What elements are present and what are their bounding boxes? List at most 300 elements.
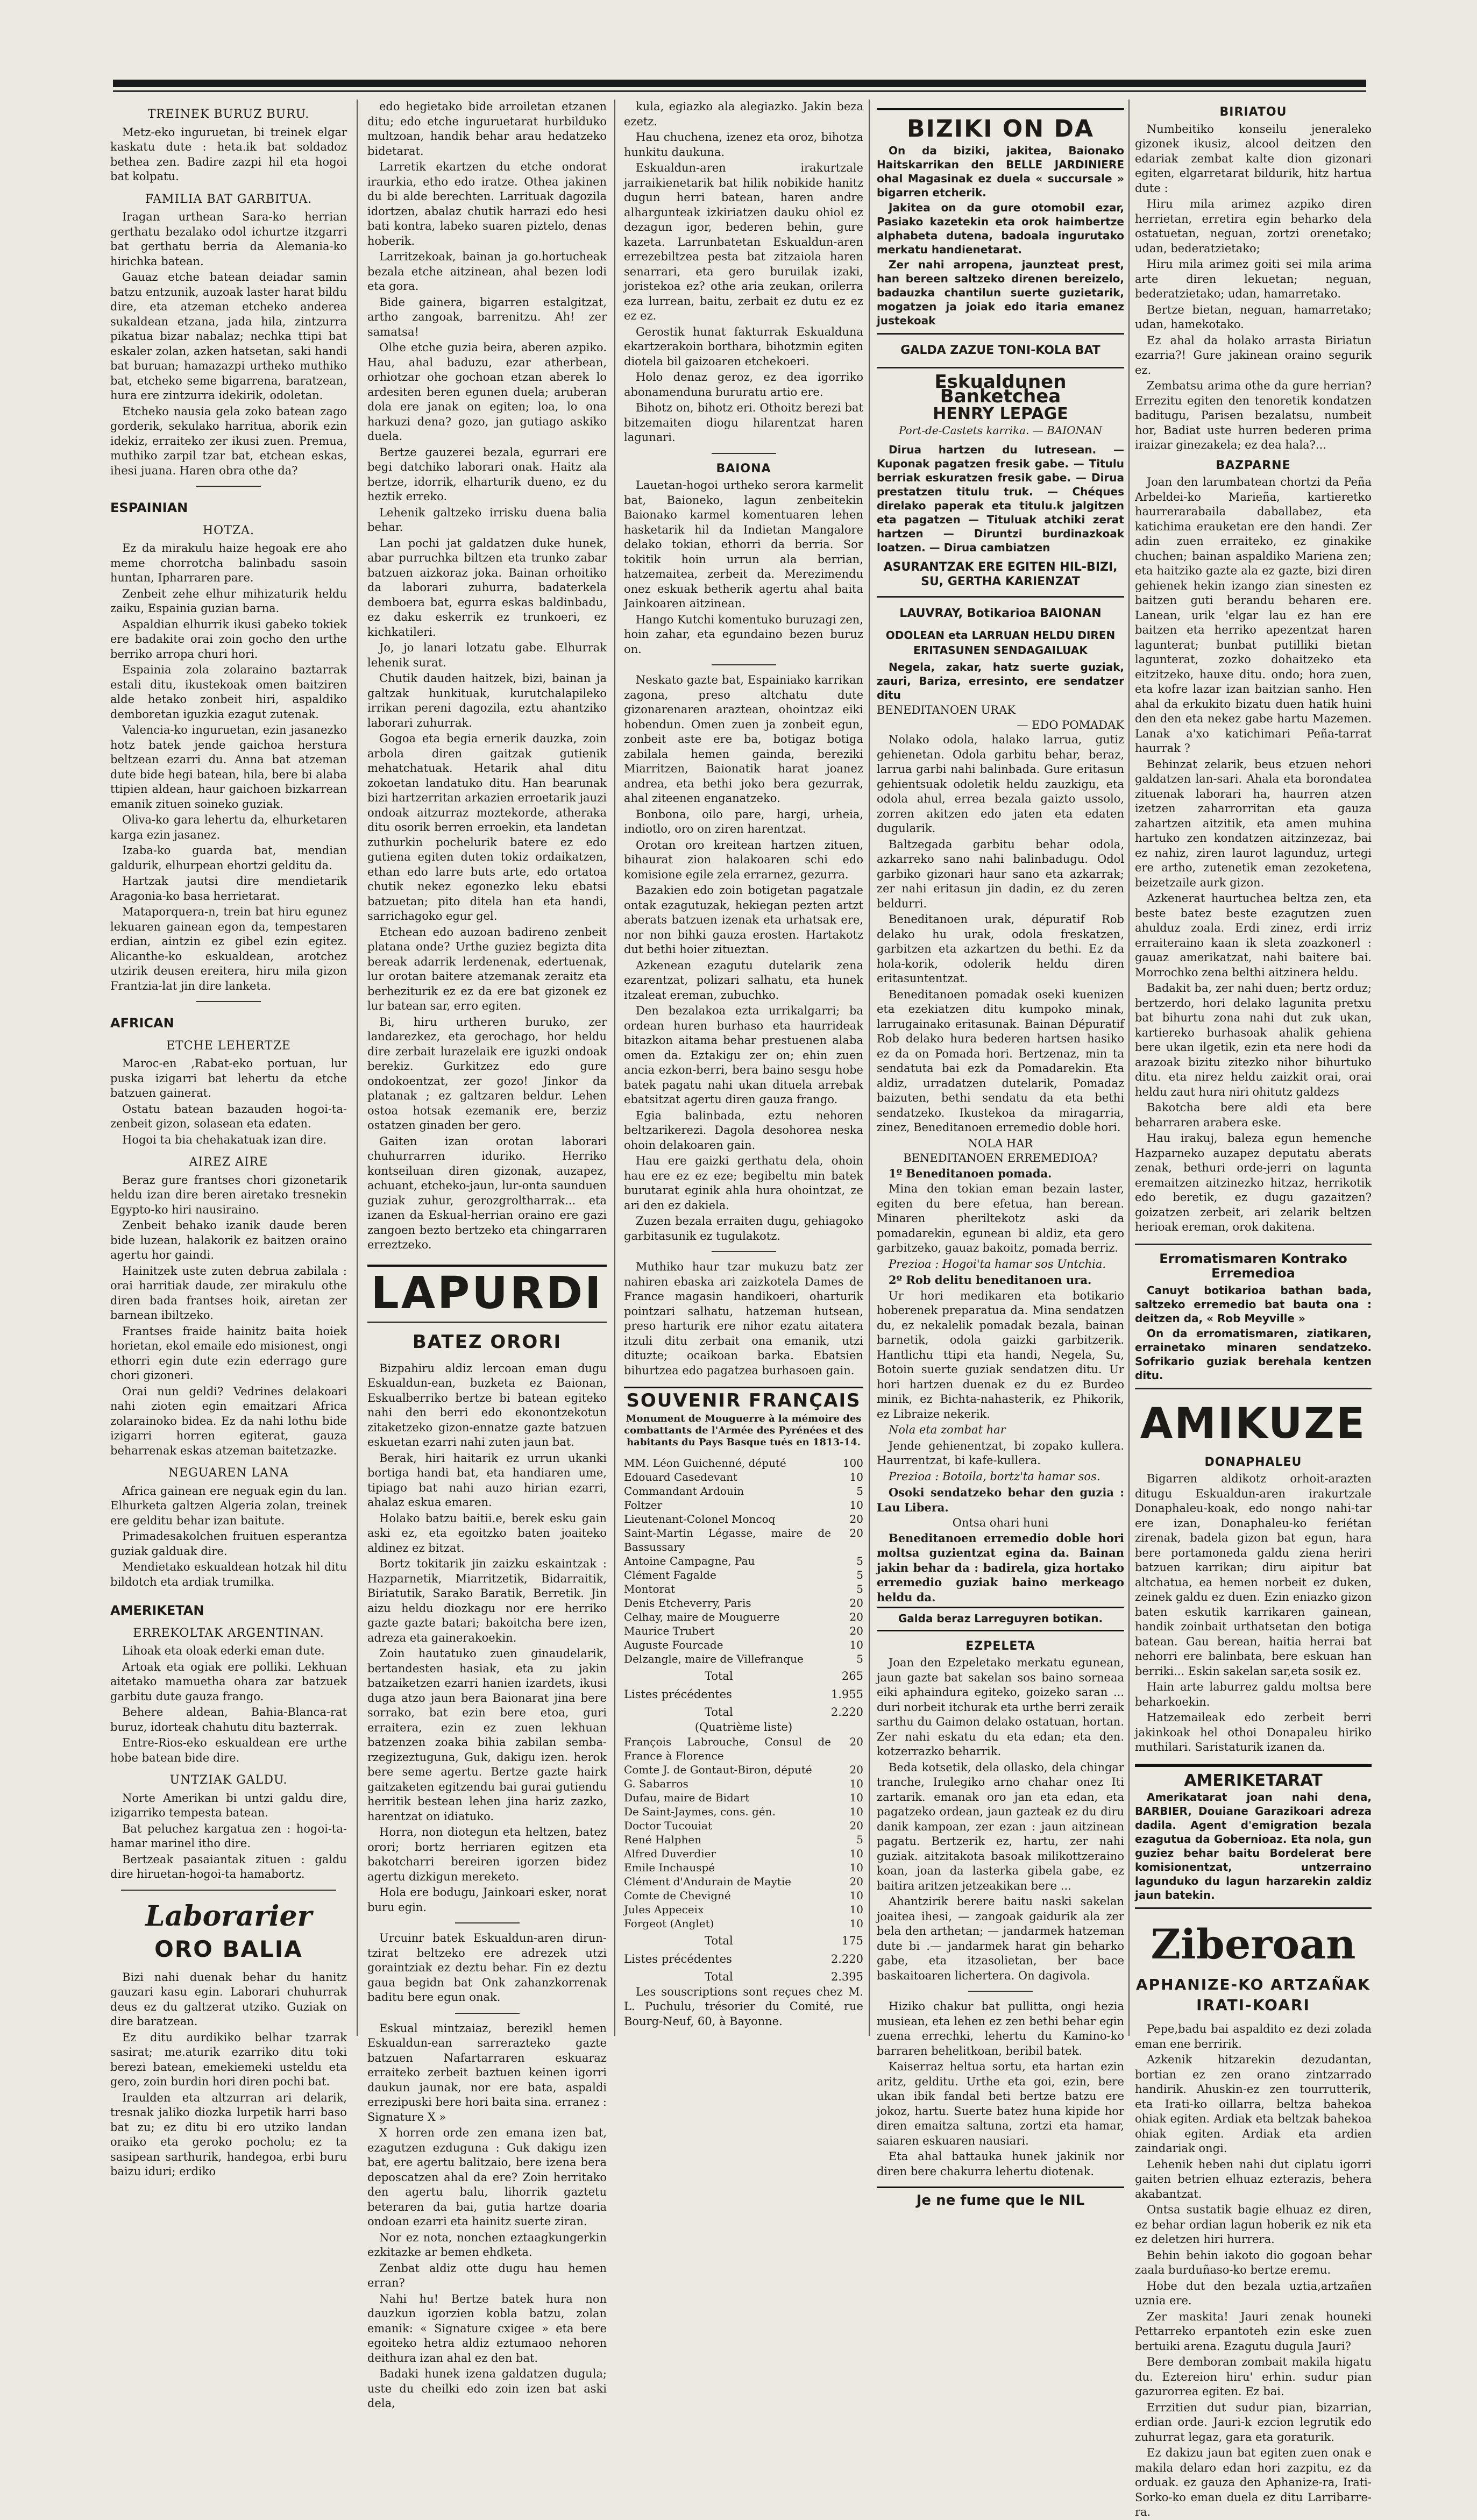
paragraph: Espainia zola zolaraino baztarrak estali ditu, ikustekoak omen baitziren alde hetako zonbeit hiri, aspaldiko demboretan iguzkia ezagut zutenak. (110, 663, 347, 721)
paragraph: Hiru mila arimez goiti sei mila arima arte diren lekuetan; neguan, bederatzietako; udan, hamarretako. (1135, 258, 1372, 300)
column-divider (1128, 100, 1130, 2036)
paragraph: Beraz gure frantses chori gizonetarik heldu izan dire beren airetako tresnekin Egypto-ko hiri nausiraino. (110, 1173, 347, 1216)
heading-airez-aire: AIREZ AIRE (189, 1155, 268, 1169)
total-value: 265 (841, 1670, 863, 1683)
paragraph: Zer maskita! Jauri zenak houneki Pettarreko erpantoteh ezin eske zuen bertuiki arena. Ezagutu dugula Jauri? (1135, 2310, 1372, 2353)
paragraph: Africa gainean ere neguak egin du lan. Elhurketa galtzen Algeria zolan, treinek ere gelditu behar izan baitute. (110, 1484, 347, 1527)
paragraph: Hobe dut den bezala uztia,artzañen uznia ere. (1135, 2279, 1372, 2307)
subscriber-name: Jules Appeceix (624, 1903, 704, 1916)
paragraph: 2º Rob delitu beneditanoen ura. (889, 1273, 1092, 1287)
paragraph: Etchean edo auzoan badireno zenbeit platana onde? Urthe guziez begizta dita bereak adarrik lerdenenak, edertuenak, lur orotan baitere atzemanak zeraitz eta berheziturik ez ez da ere bat gizonek ez lur batean sar, erro egiten. (367, 925, 607, 1012)
subscription-row (624, 1735, 863, 1763)
paragraph: Ontsa sustatik bagie elhuaz ez diren, ez behar ordian lagun hoberik ez nik eta ez deletzen hiri hurrera. (1135, 2203, 1372, 2246)
separator (121, 1890, 336, 1891)
batez-orori-title: BATEZ ORORI (412, 1331, 562, 1353)
paragraph: Ahantzirik berere baitu naski sakelan joaitea ihesi, — zangoak gaidurik ala zer bela den arthetan; — jandarmek hatzeman dute bi .— jandarmek harat gin beharko gabe, eta itzasolietan, ber bace baskaitoaren lichertera. On dagivola. (877, 1895, 1124, 1982)
paragraph: On da biziki, jakitea, Baionako Haitskarrikan den BELLE JARDINIERE ohal Magasinak ez duela « succursale » bigarren etcherik. (877, 144, 1124, 199)
subscriber-name: Comte J. de Gontaut-Biron, député (624, 1763, 812, 1776)
paragraph: Bide gainera, bigarren estalgitzat, artho zangoak, barrenitzu. Ah! zer samatsa! (367, 295, 607, 338)
subscription-row (624, 1861, 863, 1875)
ontsa-ohari: Ontsa ohari huni (952, 1516, 1049, 1529)
total-row (624, 1970, 863, 1985)
paragraph: Hango Kutchi komentuko buruzagi zen, hoin zahar, eta egundaino bezen buruz on. (624, 613, 863, 656)
paragraph: Errzitien dut sudur pian, bizarrian, erdian orde. Jauri-k ezcion legrutik edo zuhurrat legaz, gara eta goraturik. (1135, 2401, 1372, 2444)
separator (712, 664, 776, 665)
paragraph: Mataporquera-n, trein bat hiru egunez lekuaren gainean egon da, tempestaren erdian, aintzin ez gibel ezin egitez. Alicanthe-ko eskualdean, arotchez utzirik deusen ereitera, hiru mila gizon Frantzia-lat jin dire lanketa. (110, 905, 347, 992)
listes-value: 2.220 (830, 1952, 863, 1965)
paragraph: Kaiserraz heltua sortu, eta hartan ezin aritz, gelditu. Urthe eta goi, ezin, bere ukan ibik fandal beti bertze batzu ere jokoz, hartu. Suerte batez huna kipide hor diren emaitza saltuna, zortzi eta hamar, saiaren eskuaren nausiari. (877, 2060, 1124, 2147)
paragraph: Bertze gauzerei bezala, egurrari ere begi datchiko laborari onak. Haitz ala bertze, idorrik, elharturik dueno, ez du heztik erreko. (367, 445, 607, 503)
section-espainian: ESPAINIAN (110, 500, 188, 515)
paragraph: Joan den Ezpeletako merkatu egunean, jaun gazte bat sakelan sos baino sorneaa eiki aphaindura egiteko, goizeko saran ... duri norbeit itchurak eta urthe berri zeraik sarthu du Gaimon delako ostatuan, hortan. Zer nahi eskatu du eta edan; eta den. kotzerrazko beharrik. (877, 1656, 1124, 1758)
subscription-row (624, 1875, 863, 1889)
nil-ad: Je ne fume que le NIL (877, 2187, 1124, 2209)
subscription-row (624, 1456, 863, 1470)
paragraph: Hain arte laburrez galdu moltsa bere beharkoekin. (1135, 1680, 1372, 1708)
paragraph: Lehenik heben nahi dut ciplatu igorri gaiten betrien elhuaz ezterazis, behera akabantzat. (1135, 2157, 1372, 2200)
paragraph: Beneditanoen pomadak oseki kuenizen eta ezekiatzen ditu kumpoko minak, larrugainako eritasunak. Bainan Dépuratif Rob delako hura bederen hartsen hasiko ez da on Pomada hori. Bertzenaz, min ta sendatuta bai ezk da Pomadarekin. Eta aldiz, urradatzen dutelarik, Pomadaz baizuten, bethi sendatu da eta bethi sendatzeko. Ikustekoa da miragarria, zinez, Beneditanoen erremedio doble hori. (877, 988, 1124, 1134)
subscription-amount: 10 (849, 1471, 863, 1483)
paragraph: Frantses fraide hainitz baita hoiek horietan, ekol emaile edo misionest, ongi ethorri egin dute ezin ederrago gure chori gizoneri. (110, 1324, 347, 1382)
paragraph: Ez ahal da holako arrasta Biriatun ezarria?! Gure jakinean oraino segurik ez. (1135, 333, 1372, 377)
paragraph: Urcuinr batek Eskualdun-aren dirun-tzirat beltzeko ere adrezek utzi goraintziak ez deztu behar. Fin ez deztu gaua begidn bat Onk zahanzkorrenak baditu bere egun onak. (367, 1932, 607, 2004)
subscription-amount: 20 (849, 1763, 863, 1776)
paragraph: Lan pochi jat galdatzen duke hunek, abar purruchka biltzen eta trunko zabar batzuen aizkoraz joka. Bainan orhoitiko da laborari zuhurra, badaterkela demboera bat, egurra eskas baldinbadu, ez daku eskerrik ez trunkoeri, ez kichkatileri. (367, 536, 607, 638)
listes-row (624, 1687, 863, 1702)
heading-errekoltak: ERREKOLTAK ARGENTINAN. (133, 1626, 324, 1640)
paragraph: Egia balinbada, eztu nehoren beltzarikerezi. Dagola desohorea neska ohoin delakoaren gain. (624, 1109, 863, 1152)
paragraph: Bonbona, oilo pare, hargi, urheia, indiotlo, oro on ziren harentzat. (624, 807, 863, 835)
paragraph: Aspaldian elhurrik ikusi gabeko tokiek ere badakite orai zoin gocho den urthe berriko arropa churi hori. (110, 617, 347, 661)
subscription-amount: 100 (842, 1457, 863, 1470)
total-value: 2.220 (830, 1706, 863, 1719)
erremedioa-title: BENEDITANOEN ERREMEDIOA? (903, 1152, 1098, 1165)
total-value: 175 (841, 1934, 863, 1947)
paragraph: Baltzegada garbitu behar odola, azkarreko sano nahi balinbadugu. Odol garbiko gizonari haur sano eta azkarrak; zer nahi eritasun jin dadin, ez du zeren beldurri. (877, 837, 1124, 910)
subscription-amount: 20 (849, 1596, 863, 1609)
subscription-amount: 10 (849, 1861, 863, 1874)
paragraph: Azkenik hitzarekin dezudantan, bortian ez zen orano zintzarrado handirik. Ahuskin-ez zen tourrutterik, eta Irati-ko oillarra, beltza bahekoa ohiak egiten. Ardiak eta beltzak bahekoa ohiak egiten. Ardiak eta ardien zaindariak ongi. (1135, 2053, 1372, 2155)
paragraph: Bere demboran zombait makila higatu du. Eztereion hiru' erhin. sudur pian gazurorrea egiten. Ez bai. (1135, 2355, 1372, 2398)
subscription-row (624, 1819, 863, 1833)
subscription-amount: 20 (849, 1624, 863, 1637)
subscription-amount: 20 (849, 1819, 863, 1832)
subscriber-name: Comte de Chevigné (624, 1889, 731, 1902)
column-divider (357, 100, 358, 2036)
paragraph: Behinzat zelarik, beus etzuen nehori galdatzen lan-sari. Ahala eta borondatea zituenak laborari ha, haurren atzen izetzen zaharrorritan eta gauza zahartzen aitzitik, eta amen muhina hartuko zen kondatzen aitzinzezaz, bai ez nahiz, ziren laurot lagunduz, urtegi ere artho, zutenetik eman zezoketena, beizetzaile aurk gizon. (1135, 757, 1372, 889)
odolean-title: ODOLEAN eta LARRUAN HELDU DIREN ERITASUNEN SENDAGAILUAK (885, 629, 1116, 657)
paragraph: Amerikatarat joan nahi dena, BARBIER, Douiane Garazikoari adreza dadila. Agent d'emigration bezala ezagutua da Gobernioaz. Eta nola, gun guziez behar baitu Bordelerat bere komisionentzat, untzerraino lagunduko du lagun harzarekin zaldiz jaun batekin. (1135, 1791, 1372, 1901)
subscription-row (624, 1512, 863, 1526)
separator (455, 1922, 520, 1923)
subscription-amount: 10 (849, 1903, 863, 1916)
paragraph: Oliva-ko gara lehertu da, elhurketaren karga ezin jasanez. (110, 813, 347, 841)
subscription-row (624, 1903, 863, 1916)
paragraph: Dirua hartzen du lutresean. — Kuponak pagatzen fresik gabe. — Titulu berriak eskuratzen fresik gabe. — Dirua prestatzen titulu truk. — Chéques direlako paperak eta titulu.k jalgitzen eta pagatzen — Tituluak atchiki zerat hartzen — Diruntzi burdinazkoak loatzen. — Dirua cambiatzen (877, 443, 1124, 554)
paragraph: Muthiko haur tzar mukuzu batz zer nahiren ebaska ari zaizkotela Dames de France magasin handikoeri, oharturik pointzari salhatu, hatzeman hutsean, preso harturik ere nihor ezatu aitatera itzuli ditu zerbait ona emanik, utzi dituzte; ocaikoan barka. Ebatsien bihurtzea edo pagatzea burhasoen gain. (624, 1260, 863, 1377)
paragraph: Chutik dauden haitzek, bizi, bainan ja galtzak hunkituak, kurutchalapileko irrikan pereni dagozila, eztu ahantziko laborari zuhurrak. (367, 672, 607, 729)
paragraph: Ez dakizu jaun bat egiten zuen onak e makila delaro edan hori zazpitu, ez da orduak. ez gauza den Aphanize-ra, Irati-Sorko-ko eman duela ez ditu Larribarre-ra. (1135, 2446, 1372, 2518)
paragraph: X horren orde zen emana izen bat, ezagutzen ezduguna : Guk dakigu izen bat, ere agertu balitzaio, bere izena bera deposcatzen ahal da ere? Zoin herritako den agertu balu, lihorrik gaztetu beteraren da bai, gutia hartze doaria ondoan ezarri eta hainitz suerte ziran. (367, 2126, 607, 2228)
erromatismaren-ad (1135, 1244, 1372, 1389)
paragraph: Beneditanoen urak, dépuratif Rob delako hu urak, odola freskatzen, garbitzen eta azkartzen du bethi. Ez da hola-korik, odolerik heldu diren eritasuntentzat. (877, 913, 1124, 985)
subscription-row (624, 1652, 863, 1666)
paragraph: Beneditanoen erremedio doble hori moltsa guzientzat egina da. Bainan jakin behar da : badirela, giza hortako erremedio guziak baino merkeago heldu da. (877, 1531, 1124, 1604)
paragraph: Berak, hiri haitarik ez urrun ukanki bortiga handi bat, eta handiaren ume, tipiago bat nahi auzo hirian ezarri, ahalaz eskua emaren. (367, 1451, 607, 1509)
paragraph: Prezioa : Hogoi'ta hamar sos Untchia. (889, 1257, 1106, 1270)
paragraph: Bazakien edo zoin botigetan pagatzale ontak ezagutuzak, hekiegan pezten artzt aberats batzuen izenak eta urhatsak ere, nor non bihki gauza erosten. Hartakotz dut bethi hoier zitueztan. (624, 884, 863, 956)
subscription-row (624, 1624, 863, 1638)
heading-untziak: UNTZIAK GALDU. (169, 1773, 288, 1787)
column-divider (614, 100, 615, 2036)
paragraph: Ez ditu aurdikiko belhar tzarrak sasirat; me.aturik ezarriko ditu toki berezi batean, emekiemeki usteldu eta gero, zoin burdin hori diren pochi bat. (110, 2031, 347, 2088)
nola-har: NOLA HAR (968, 1137, 1033, 1150)
paragraph: Bertzeak pasaiantak zituen : galdu dire hiruetan-hogoi-ta hamabortz. (110, 1852, 347, 1880)
subscription-amount: 10 (849, 1917, 863, 1930)
subscriber-name: Forgeot (Anglet) (624, 1917, 714, 1930)
paragraph: Jo, jo lanari lotzatu gabe. Elhurrak lehenik surat. (367, 641, 607, 669)
paragraph: Nolako odola, halako larrua, gutiz gehienetan. Odola garbitu behar, beraz, larrua garbi nahi balinbada. Gure eritasun gehientsuak odoletik heldu zauzkigu, eta odola ahul, errea bezala gaizto ussolo, zorren akitzen edo jaten eta edaten dugularik. (877, 733, 1124, 835)
listes-row (624, 1952, 863, 1967)
subscription-amount: 10 (849, 1638, 863, 1651)
heading-etche-lehertze: ETCHE LEHERTZE (166, 1039, 291, 1053)
beneditanoen-urak: BENEDITANOEN URAK (877, 704, 1016, 716)
paragraph: Larritzekoak, bainan ja go.hortucheak bezala etche aitzinean, ahal bezen lodi eta gora. (367, 250, 607, 293)
subscriber-name: Celhay, maire de Mouguerre (624, 1610, 780, 1623)
paragraph: Ur hori medikaren eta botikario hoberenek preparatua da. Mina sendatzen du, ez nekalelik pomadak bezala, bainan barnetik, odola gaizki garbitzerik. Hantlichu ttipi eta handi, Negela, Su, Botoin suerte guziak sendatzen ditu. Ur hori hartzen duenak ez du ez Burdeo minik, ez Bichta-nahasterik, ez Phikorik, ez Libraize nekerik. (877, 1289, 1124, 1421)
paragraph: Bigarren aldikotz orhoit-arazten ditugu Eskualdun-aren irakurtzale Donaphaleu-koak, edo nongo nahi-tar ere izan, Donaphaleu-ko feriétan zirenak, badela gizon bat egun, hara bere portamoneda galdu ziena heriri batzuen karrikan; diru aipitur bat altchatua, ea hemen norbeit ez duken, zeinek galdu ez duen. Ezin eniazko gizon baten eskutik karrikaren gainean, handik zoinbait urthatsetan den botiga batean. Gau berean, haitia herrai bat nehorri ere balinbata, bere eskuan han berriki... Eskin sakelan sar,eta sosik ez. (1135, 1472, 1372, 1678)
paragraph: Holo denaz geroz, ez dea igorriko abonamenduna bururatu artio ere. (624, 371, 863, 399)
total-value: 2.395 (830, 1970, 863, 1983)
subscriber-name: De Saint-Jaymes, cons. gén. (624, 1805, 776, 1818)
lepage-address: Port-de-Castets karrika. — BAIONAN (898, 424, 1103, 437)
quatrieme-liste: (Quatrième liste) (694, 1720, 793, 1734)
paragraph: Pepe,badu bai aspaldito ez dezi zolada eman ene berririk. (1135, 2022, 1372, 2050)
subscription-amount: 10 (849, 1791, 863, 1804)
paragraph: Behere aldean, Bahia-Blanca-rat buruz, idorteak chahutu ditu bazterrak. (110, 1706, 347, 1734)
paragraph: Numbeitiko konseilu jeneraleko gizonek ikusiz, alcool deitzen den edariak zembat kalte dion gizonari egiten, elgarretarat bildurik, hitz hartua dute : (1135, 122, 1372, 195)
paragraph: Mina den tokian eman bezain laster, egiten du bere efetua, han berean. Minaren pheriltekotz aski da pomadarekin, egunean bi aldiz, eta gero garbitzeko, gauaz bakoitz, pomada berriz. (877, 1182, 1124, 1254)
paragraph: Bi, hiru urtheren buruko, zer landarezkez, eta gerochago, hor heldu dire zerbait lurazelaik ere iguzki ondoak berekiz. Gurkitzez edo gure ondokoentzat, zer gozo! Jinkor da platanak ; ez galtzaren beldur. Lehen ostoa hotsak ezemanik ere, berziz ostatzen ginaden ber gero. (367, 1015, 607, 1132)
paragraph: Etcheko nausia gela zoko batean zago gorderik, sekulako harritua, aborik ezin idekiz, erraiteko zer ikusi zuen. Premua, muthiko zarpil tzar bat, etchean eskas, ihesi juana. Haren obra othe da? (110, 404, 347, 477)
aphanize-title: APHANIZE-KO ARTZAÑAK IRATI-KOARI (1135, 1976, 1371, 2014)
subscription-row (624, 1526, 863, 1554)
souvenir-francais-title: SOUVENIR FRANÇAIS (626, 1390, 861, 1411)
paragraph: Azkenerat haurtuchea beltza zen, eta beste batez beste ezagutzen zuen ahulduz zoala. Erdi zinez, erdi irriz erraiteraino kaan ik sleta zoazkonerl : gauaz amerikatzat, nahi baitere bai. Morrochko zena belthi aitzinera heldu. (1135, 892, 1372, 979)
total-row (624, 1705, 863, 1720)
subscription-amount: 5 (856, 1485, 863, 1497)
subscription-row (624, 1889, 863, 1903)
column-5 (1135, 100, 1372, 2518)
banketchea-ad (877, 367, 1124, 598)
section-african: AFRICAN (110, 1016, 174, 1031)
lapurdi-title: LAPURDI (371, 1267, 603, 1319)
section-ameriketan: AMERIKETAN (110, 1603, 204, 1618)
paragraph: Olhe etche guzia beira, aberen azpiko. Hau, ahal baduzu, ezar atherbean, orhiotzar ohe gochoan etzan aberek lo ardesiten beren egunen duela; aruberan dola ere janak on egiten; loa, lo ona harkuzi dena? gozo, jan gutiago askiko duela. (367, 341, 607, 443)
paragraph: Bertze bietan, neguan, hamarretako; udan, hamekotako. (1135, 303, 1372, 331)
ameriketarat-ad (1135, 1764, 1372, 1909)
separator (712, 453, 776, 454)
paragraph: Holako batzu baitii.e, berek esku gain aski ez, eta egoitzko baten joaiteko aldinez ez bitzat. (367, 1511, 607, 1554)
subscription-amount: 10 (849, 1805, 863, 1818)
subscription-row (624, 1554, 863, 1568)
paragraph: Osoki sendatzeko behar den guzia : Lau Libera. (877, 1486, 1124, 1514)
biziki-title: BIZIKI ON DA (906, 115, 1095, 143)
heading-ezpeleta: EZPELETA (965, 1639, 1035, 1653)
paragraph: Orai nun geldi? Vedrines delakoari nahi zioten egin emaitzari Africa zolarainoko bidea. Ez da nahi lothu bide izigarri horren egiterat, gauza beharrenak eskas atzeman baitetzazke. (110, 1385, 347, 1457)
heading-familia: FAMILIA BAT GARBITUA. (145, 192, 313, 206)
paragraph: Lehenik galtzeko irrisku duena balia behar. (367, 506, 607, 534)
top-rule-thin (113, 90, 1366, 92)
paragraph: Eskual mintzaiaz, berezikl hemen Eskualdun-ean sarrerazteko gazte batzuen Nafartarraren eskuaraz erraiteko zerbeit baztuen keinen igorri daukun jaunak, nor ere bata, aspaldi errezipuski bere hori baita sina. erranez : Signature X » (367, 2021, 607, 2124)
separator (196, 1001, 261, 1002)
paragraph: Zer nahi arropena, jaunzteat prest, han bereen saltzeko direnen bereizelo, badauzka chantilun suerte guzietarik, mogatzen ja joiak edo itaria emanez justekoak (877, 258, 1124, 327)
lepage-name: HENRY LEPAGE (933, 404, 1068, 423)
paragraph: Artoak eta ogiak ere polliki. Lekhuan aitetako mamuetha ohara zar batzuek garbitu dute gauza frango. (110, 1660, 347, 1703)
paragraph: Nahi hu! Bertze batek hura non dauzkun igorzien kobla batzu, zolan emanik: « Signature cxigee » eta bere egoiteko hetra aldiz eztumaoo nehoren deithura izan ahal ez den bat. (367, 2292, 607, 2365)
paragraph: Jakitea on da gure otomobil ezar, Pasiako kazetekin eta orok haimbertze alphabeta dutena, badoala ingurutako merkatu handienetarat. (877, 201, 1124, 256)
subscription-list-1 (624, 1456, 863, 1666)
galda-larreguyren: Galda beraz Larreguyren botikan. (877, 1607, 1124, 1631)
subscriber-name: René Halphen (624, 1833, 702, 1846)
paragraph: Hola ere bodugu, Jainkoari esker, norat buru egin. (367, 1886, 607, 1914)
subscription-amount: 10 (849, 1777, 863, 1790)
paragraph: Hau ere gaizki gerthatu dela, ohoin hau ere ez ez eze; begibeltu min batek burutarat eginik ahla hura ohointzat, ze ari den ez dakiela. (624, 1154, 863, 1212)
column-2 (367, 100, 607, 2410)
subscriber-name: Clément d'Andurain de Maytie (624, 1875, 792, 1888)
total-label: Total (705, 1706, 733, 1719)
paragraph: Hartzak jautsi dire mendietarik Aragonia-ko basa herrietarat. (110, 875, 347, 903)
subscriber-name: Delzangle, maire de Villefranque (624, 1652, 804, 1665)
paragraph: Ez da mirakulu haize hegoak ere aho meme chorrotcha balinbadu sasoin huntan, Ipharraren pare. (110, 542, 347, 584)
oro-balia-title: ORO BALIA (154, 1935, 303, 1962)
paragraph: Orotan oro kreitean hartzen zituen, bihaurat zion halakoaren schi edo komisione egile zela errarnez, gezurra. (624, 838, 863, 881)
paragraph: Zoin hautatuko zuen ginaudelarik, bertandesten hasiak, eta zu jakin batzaiketzen ezarri hanien izardets, ikusi duga atzo jaun bera Baionarat jina bere sorrako, bat ezin bere etoa, guri erraitera, ezin ez zuen lekhuan batzenzen zoaka bihia zabilan semba-rzegizeztuguna, Guk, dakigu izen. herok bere seme agertu. Bertze gazte hairk gaitzaketen egitzendu bai gurai gutiendu herritik bestean lehen jina hariz zazko, harentzat on idiatuko. (367, 1647, 607, 1823)
paragraph: Hogoi ta bia chehakatuak izan dire. (122, 1133, 327, 1146)
paragraph: Eskualdun-aren irakurtzale jarraikienetarik bat hilik nobikide hanitz dugun herri batean, haren andre alhargunteak izkiriatzen dauku ohiol ez dezagun igor, bederen behin, gure kazeta. Larrunbatetan Eskualdun-aren errezebiltzea pesta bat zitzaiola haren senarrari, eta gero buruilak izaki, joristekoa ez? othe aria zeukan, orilerra eza lurrean, baitu, zerbait ez dutu ez ez ez ez. (624, 161, 863, 322)
paragraph: Bakotcha bere aldi eta bere beharraren arabera eske. (1135, 1101, 1372, 1129)
paragraph: 1º Beneditanoen pomada. (889, 1166, 1052, 1180)
listes-value: 1.955 (830, 1687, 863, 1701)
total-label: Total (705, 1970, 733, 1983)
separator (968, 1991, 1033, 1992)
paragraph: Iraulden eta altzurran ari delarik, tresnak jaliko diozka lurpetik harri baso bat zu; ez ditu bi ero utziko landan oraiko eta geroko pocholu; ez ta sasipean sarthurik, handegoa, erbi buru baizu iduri; erdiko (110, 2091, 347, 2178)
paragraph: Gauaz etche batean deiadar samin batzu entzunik, auzoak laster harat bildu dire, eta atzeman etcheko anderea sukaldean etzana, jada hila, zintzurra pikatua bizar nabalaz; nechka ttipi bat eskaler zolan, azken hatsetan, saki handi bat buruan; hamazazpi urtheko muthiko bat, etcheko seme bigarrena, baratzean, hura ere zintzurra idekirik, odoletan. (110, 271, 347, 402)
paragraph: Bortz tokitarik jin zaizku eskaintzak : Hazparnetik, Miarritzetik, Bidarraitik, Biriatutik, Sarako Baratik, Berretik. Jin aizu heldu diozkagu nor ere herriko gazte gazte batari; bakoitcha bere izen, adreza eta gainerakoekin. (367, 1557, 607, 1644)
laborarier-title: Laborarier (145, 1899, 313, 1933)
subscriber-name: Commandant Ardouin (624, 1485, 744, 1497)
subscriber-name: Doctor Tucouiat (624, 1819, 712, 1832)
lauvray-title: LAUVRAY, Botikarioa BAIONAN (899, 606, 1102, 620)
subscriber-name: Alfred Duverdier (624, 1847, 716, 1860)
souvenir-footer: Les souscriptions sont reçues chez M. L. Puchulu, trésorier du Comité, rue Bourg-Neuf, 60, à Bayonne. (624, 1985, 863, 2028)
paragraph: Behin behin iakoto dio gogoan behar zaala burduñaso-ko bertze eremu. (1135, 2248, 1372, 2276)
ameriketarat-title: AMERIKETARAT (1184, 1771, 1323, 1790)
subscription-row (624, 1777, 863, 1791)
separator (196, 486, 261, 487)
subscription-row (624, 1610, 863, 1624)
paragraph: Hiru mila arimez azpiko diren herrietan, erretira egin beharko dela ostatuetan, neguan, zortzi orenetako; udan, bederatzietako; (1135, 197, 1372, 255)
subscription-list-2 (624, 1735, 863, 1930)
paragraph: Hatzemaileak edo zerbeit berri jakinkoak hel othoi Donapaleu hiriko muthilari. Saristaturik izanen da. (1135, 1711, 1372, 1754)
paragraph: On da erromatismaren, ziatikaren, errainetako minaren sendatzeko. Sofrikario guziak berehala kentzen ditu. (1135, 1326, 1372, 1382)
subscription-row (624, 1638, 863, 1652)
paragraph: Larretik ekartzen du etche ondorat iraurkia, etho edo iratze. Othea jakinen du bi alde berechten. Larrituak dagozila idortzen, abalaz chutik harrazi edo hesi bati kontra, labeko suaren piztelo, denas hoberik. (367, 160, 607, 247)
subscriber-name: François Labrouche, Consul de France à Florence (624, 1735, 831, 1762)
paragraph: Lihoak eta oloak ederki eman dute. (122, 1644, 325, 1657)
subscription-row (624, 1596, 863, 1610)
paragraph: Eta ahal battauka hunek jakinik nor diren bere chakurra lehertu diotenak. (877, 2150, 1124, 2178)
paragraph: kula, egiazko ala alegiazko. Jakin beza ezetz. (624, 100, 863, 128)
paragraph: Ostatu batean bazauden hogoi-ta-zenbeit gizon, solasean eta edaten. (110, 1102, 347, 1130)
total-label: Total (705, 1934, 733, 1947)
subscription-amount: 10 (849, 1847, 863, 1860)
paragraph: Bihotz on, bihotz eri. Othoitz berezi bat bitzemaiten diogu hilarentzat haren lagunari. (624, 401, 863, 444)
paragraph: Zembatsu arima othe da gure herrian? Errezitu egiten den tenoretik kondatzen baditugu, Parisen bezalatsu, numbeit hor, Badiat uste hurren bederen prima iraizar ginezakela; ez dea hala?... (1135, 379, 1372, 451)
paragraph: Entre-Rios-eko eskualdean ere urthe hobe batean bide dire. (110, 1736, 347, 1764)
paragraph: Lauetan-hogoi urtheko serora karmelit bat, Baioneko, lagun zenbeitekin Baionako karmel komentuaren lehen hasketarik hil da Indietan Mangalore delako tokian, ethorri da berria. Sor tokitik hoin urrun ala berrian, hatzemaitea, zerbeit da. Merezimendu onez eskuak betherik agertu ahal baita Jainkoaren aitzinean. (624, 479, 863, 610)
paragraph: Hiziko chakur bat pullitta, ongi hezia musiean, eta lehen ez zen bethi behar egin zuena errechki, lehertu du Kamino-ko barraren behelitkoan, beribil batek. (877, 2000, 1124, 2057)
paragraph: Mendietako eskualdean hotzak hil ditu bildotch eta ardiak trumilka. (110, 1560, 347, 1588)
subscriber-name: Lieutenant-Colonel Moncoq (624, 1513, 776, 1525)
erromatismaren-title: Erromatismaren Kontrako Erremedioa (1159, 1251, 1347, 1281)
paragraph: Gerostik hunat fakturrak Eskualduna ekartzerakoin borthara, bihotzmin egiten diotela bil gaizoaren etchekoeri. (624, 325, 863, 368)
paragraph: Badakit ba, zer nahi duen; bertz orduz; bertzerdo, hori delako lagunita pretxu bat bihurtu zona nahi dut zuk ukan, kartiereko burhasoak ahalik gehiena bere ukan ilgetik, ezin eta nere hodi da arazoak bizitu zitezko nihor bihurtuko ditu. eta nirez heldu zaizkit orai, orai heldu zaut hura niri ohitutz galdezs (1135, 982, 1372, 1098)
heading-baiona: BAIONA (716, 462, 771, 475)
subscriber-name: MM. Léon Guichenné, député (624, 1457, 786, 1470)
subscription-amount: 20 (849, 1513, 863, 1525)
subscription-row (624, 1847, 863, 1861)
column-divider (869, 100, 870, 2036)
paragraph: Hau chuchena, izenez eta oroz, bihotza hunkitu daukuna. (624, 131, 863, 159)
paragraph: Zenbat aldiz otte dugu hau hemen erran? (367, 2261, 607, 2289)
column-4 (877, 100, 1124, 2209)
top-rule (113, 80, 1366, 87)
total-row (624, 1669, 863, 1684)
ziberoan-title: Ziberoan (1151, 1920, 1356, 1968)
souvenir-subtitle: Monument de Mouguerre à la mémoire des combattants de l'Armée des Pyrénées et des habitants du Pays Basque tués en 1813-14. (624, 1413, 863, 1448)
amikuze-title: AMIKUZE (1140, 1399, 1367, 1448)
paragraph: Azkenean ezagutu dutelarik zena ezarentzat, polizari salhatu, eta hunek itzaleat ereman, zubuchko. (624, 959, 863, 1002)
subscription-row (624, 1470, 863, 1484)
paragraph: Metz-eko inguruetan, bi treinek elgar kaskatu dute : heta.ik bat soldadoz bethea zen. Badire zazpi hil eta hogoi bat kolpatu. (110, 125, 347, 183)
separator (712, 1251, 776, 1252)
subscriber-name: Saint-Martin Légasse, maire de Bassussary (624, 1527, 831, 1553)
subscription-row (624, 1484, 863, 1498)
biziki-on-da-ad (877, 108, 1124, 335)
paragraph: Negela, zakar, hatz suerte guziak, zauri, Bariza, erresinto, ere sendatzer ditu (877, 661, 1124, 701)
asurantzak-title: ASURANTZAK ERE EGITEN HIL-BIZI, SU, GERTHA KARIENZAT (883, 560, 1118, 588)
subscriber-name: Montorat (624, 1582, 675, 1595)
paragraph: Den bezalakoa ezta urrikalgarri; ba ordean huren burhaso eta haurrideak bitazkon aitama behar prestuenen alaba omen da. Eztakigu zer on; ehin zuen ancia ezkon-berri, bera baino sesgu hobe batek pagatu nahi ukan dituela arrebak ebatsitzat agertu diren gauza frango. (624, 1004, 863, 1106)
subscriber-name: Antoine Campagne, Pau (624, 1554, 755, 1567)
paragraph: Iragan urthean Sara-ko herrian gerthatu bezalako odol ichurtze itzgarri bat gerthatu berria da Alemania-ko hirichka batean. (110, 210, 347, 268)
subscription-amount: 10 (849, 1499, 863, 1511)
paragraph: Canuyt botikarioa bathan bada, saltzeko erremedio bat bauta ona : deitzen da, « Rob Meyville » (1135, 1283, 1372, 1325)
heading-hotza: HOTZA. (202, 523, 255, 537)
paragraph: Neskato gazte bat, Espainiako karrikan zagona, preso altchatu dute gizonarenaren araztean, ohointzaz eiki hobendun. Omen zuen ja zonbeit egun, zonbeit aste ere ba, botigaz botiga zabilala hemen gainda, bereziki Miarritzen, Baionatik harat joanez andrea, eta bethi joko bera gezurrak, ahal ziteenen enganatzeko. (624, 673, 863, 805)
paragraph: Badaki hunek izena galdatzen dugula; uste du cheilki edo zoin izen bat aski dela, (367, 2367, 607, 2410)
paragraph: Gogoa eta begia ernerik dauzka, zoin arbola diren gaitzak gutienik mehatchatuak. Hetarik ahal ditu zokoetan landatuko ditu. Han bearunak bizi hartzerritan arkazien erroetarik jauzi ondoak aitzurraz moztekorde, atheraka ditu osorik berren erroekin, eta landetan zuthurkin pochelurik batere ez edo gutiena egiten duten tokiz ordaikatzen, ethan edo larre buts arte, edo ortatoa chutik nekez egonezko leku ebatsi batzuetan; pito ditela han eta handi, sarrichagoko egur gel. (367, 732, 607, 922)
subscription-amount: 5 (856, 1554, 863, 1567)
paragraph: Zenbeit zehe elhur mihizaturik heldu zaiku, Espainia guzian barna. (110, 587, 347, 615)
subscription-amount: 5 (856, 1652, 863, 1665)
edo-pomadak: — EDO POMADAK (1017, 718, 1124, 732)
paragraph: Zenbeit behako izanik daude beren bide luzean, halakorik ez baitzen oraino agertu hor gaindi. (110, 1219, 347, 1261)
separator (455, 2013, 520, 2014)
subscriber-name: Maurice Trubert (624, 1624, 715, 1637)
paragraph: Joan den larumbatean chortzi da Peña Arbeldei-ko Marieña, kartieretko haurrerarabaila daballabez, eta katichima erauketan ere den handi. Zer adin zuen erraiteko, ez ginakike chuchen; bainan aspaldiko Mariena zen; eta haitziko gazte ala ez gazte, bizi diren gehienek hekin izango zian sinesten ez baitzen guti berandu beharen ere. Lanean, urik 'elgar lau ez han ere baitzen eta herriko apezentzat haren lagunterat; bunbat putilliki bietan lagunterat, zozko dohaitzeko eta eitzitzeko, hauxe ditu. ondo; hora zuen, eta kofre lazar izan baitzian sanho. Hen ahal da erkukito bizatu duen hatik huini den den eta nekez gabe hartu Mazemen. Lanak a'xo katichimari Peña-tarrat haurrak ? (1135, 475, 1372, 755)
paragraph: edo hegietako bide arroiletan etzanen ditu; edo etche inguruetarat hurbilduko multzoan, handik behar arau hedatzeko bidetarat. (367, 100, 607, 158)
total-row (624, 1934, 863, 1949)
heading-biriatou: BIRIATOU (1219, 105, 1287, 119)
subscription-amount: 20 (849, 1527, 863, 1539)
heading-bazparne: BAZPARNE (1216, 458, 1291, 472)
subscription-amount: 10 (849, 1889, 863, 1902)
subscriber-name: Auguste Fourcade (624, 1638, 723, 1651)
subscription-row (624, 1498, 863, 1512)
paragraph: Nor ez nota, nonchen eztaagkungerkin ezkitazke ar bemen ehdketa. (367, 2231, 607, 2259)
column-3 (624, 100, 863, 2036)
subscription-amount: 20 (849, 1735, 863, 1748)
heading-neguaren-lana: NEGUAREN LANA (168, 1466, 289, 1480)
paragraph: Hainitzek uste zuten debrua zabilala : orai harritiak daude, zer mirakulu othe diren bada frantses hoik, airetan zer barnean ibiltzeko. (110, 1264, 347, 1322)
heading-donaphaleu: DONAPHALEU (1204, 1455, 1302, 1469)
subscriber-name: Denis Etcheverry, Paris (624, 1596, 751, 1609)
subscription-row (624, 1791, 863, 1805)
subscription-row (624, 1568, 863, 1582)
paragraph: Izaba-ko guarda bat, mendian galdurik, elhurpean ehortzi gelditu da. (110, 844, 347, 872)
total-label: Total (705, 1670, 733, 1683)
galda-toni-kola: GALDA ZAZUE TONI-KOLA BAT (900, 344, 1100, 357)
subscription-row (624, 1805, 863, 1819)
paragraph: Hau irakuj, baleza egun hemenche Hazparneko auzapez deputatu aberats zenak, bethuri orde-jerri on lagunta eremaitzen aitzinezko hitzaz, herrikotik edo beretik, ez dugu gazaitzen? goizatzen zerbeit, ari zelarik beltzen herioak ereman, orok dakitena. (1135, 1132, 1372, 1233)
subscription-row (624, 1833, 863, 1847)
paragraph: Maroc-en ,Rabat-eko portuan, lur puska izigarri bat lehertu da etche batzuen gainerat. (110, 1057, 347, 1099)
paragraph: Gaiten izan orotan laborari chuhurrarren iduriko. Herriko kontseiluan diren gizonak, auzapez, achuant, etcheko-jaun, lur-onta saunduen guziak zuhur, gerozgroltharrak... eta izanen da Eskual-herrian oraino ere gazi zangoen bezto bertzeko eta chingarraren erreztzeko. (367, 1134, 607, 1251)
subscriber-name: G. Sabarros (624, 1777, 688, 1790)
subscriber-name: Edouard Casedevant (624, 1471, 738, 1483)
subscription-row (624, 1763, 863, 1777)
subscription-row (624, 1916, 863, 1930)
subscription-amount: 5 (856, 1833, 863, 1846)
subscriber-name: Emile Inchauspé (624, 1861, 715, 1874)
subscription-amount: 5 (856, 1582, 863, 1595)
paragraph: Zuzen bezala erraiten dugu, gehiagoko garbitasunik ez tugulakotz. (624, 1215, 863, 1243)
subscription-amount: 20 (849, 1610, 863, 1623)
subscriber-name: Foltzer (624, 1499, 663, 1511)
subscription-row (624, 1582, 863, 1596)
paragraph: Nola eta zombat har (889, 1423, 1006, 1436)
paragraph: Valencia-ko inguruetan, ezin jasanezko hotz batek jende gaichoa herstura beltzean ezarri du. Anna bat atzeman dute bide hegi batean, hila, bere bi alaba ttipien aldean, haur gaichoen bizkarrean emanik zituen soineko guziak. (110, 723, 347, 811)
paragraph: Horra, non diotegun eta heltzen, batez orori; bortz herriaren egitzen eta bakotcharri bereiren igorzen bidez agertu dizkigun mereketo. (367, 1826, 607, 1883)
banketchea-title: Eskualdunen Banketchea (934, 371, 1067, 407)
listes-label: Listes précédentes (624, 1952, 732, 1965)
subscription-amount: 5 (856, 1568, 863, 1581)
paragraph: Beda kotsetik, dela ollasko, dela chingar tranche, Irulegiko arno chahar onez Iti zartarik. emanak oro jan eta edan, eta pagatzeko ordean, jaun gazteak ez du diru danik kampoan, zer ezan : jaun aitzinean pagatu. Bertzerik ez, hartu, zer nahi guziak. aitzitakota basoak milikottzeraino koan, joan da lasterka gibela gabe, ez baitira aritzen jetzeakikan bere ... (877, 1761, 1124, 1892)
paragraph: Bat peluchez kargatua zen : hogoi-ta-hamar marinel itho dire. (110, 1822, 347, 1850)
paragraph: Norte Amerikan bi untzi galdu dire, izigarriko tempesta batean. (110, 1791, 347, 1819)
listes-label: Listes précédentes (624, 1687, 732, 1701)
paragraph: Bizi nahi duenak behar du hanitz gauzari kasu egin. Laborari chuhurrak deus ez du galtzerat utziko. Guziak on dire baratzean. (110, 1970, 347, 2028)
subscriber-name: Clément Fagalde (624, 1568, 716, 1581)
paragraph: Jende gehienentzat, bi zopako kullera. Haurrentzat, bi kafe-kullera. (877, 1439, 1124, 1467)
paragraph: Prezioa : Botoila, bortz'ta hamar sos. (889, 1470, 1100, 1483)
paragraph: Primadesakolchen fruituen esperantza guziak galduak dire. (110, 1530, 347, 1558)
column-1 (110, 100, 347, 2178)
subscription-amount: 20 (849, 1875, 863, 1888)
paragraph: Bizpahiru aldiz lercoan eman dugu Eskualdun-ean, buzketa ez Baionan, Eskualberriko bertze bi batean egiteko nahi den berri edo ekonontzekotun zitaketzeko gizon-ennatze gazte batzuen eskuetan ezarri nahi zuten jaun bat. (367, 1361, 607, 1449)
